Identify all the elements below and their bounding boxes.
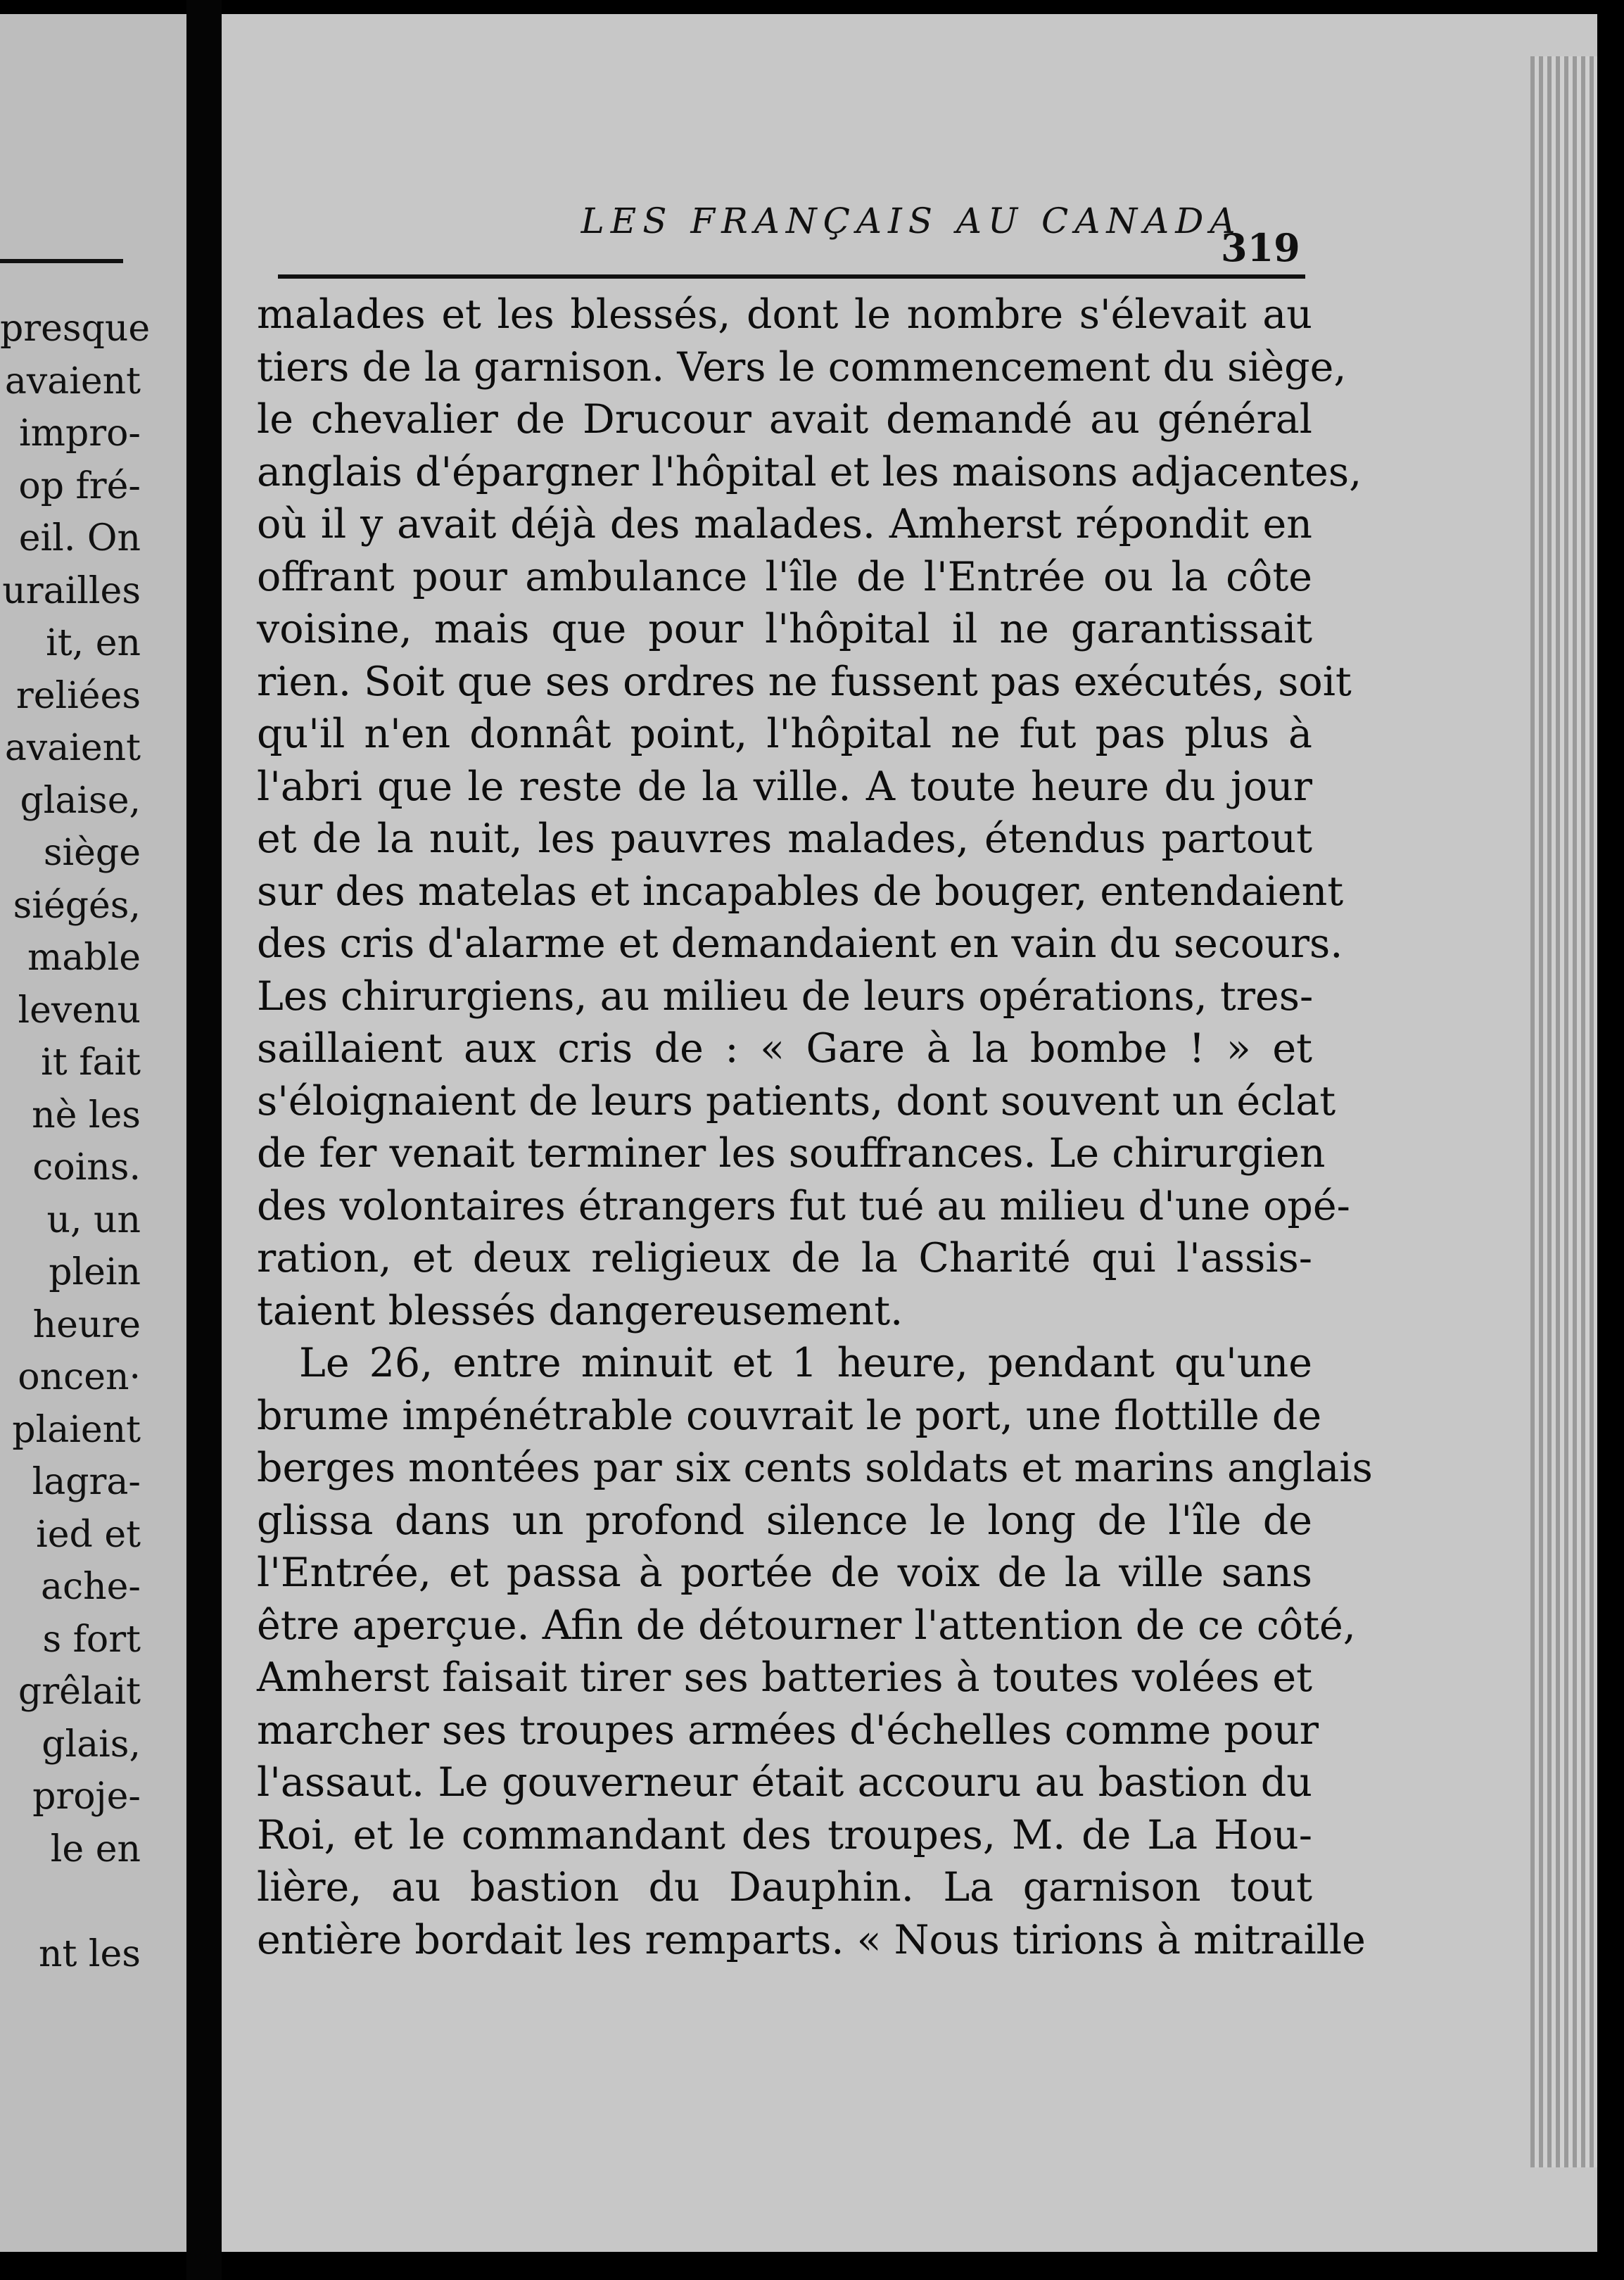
left-line: le en [50,1828,141,1870]
left-line: glaise, [20,779,141,822]
left-line: siégés, [13,884,141,927]
left-line: it, en [46,622,141,664]
left-line: oncen· [18,1356,141,1398]
left-line [0,1875,141,1928]
text-line: le chevalier de Drucour avait demandé au général [257,396,1312,443]
text-line: des cris d'alarme et demandaient en vain du secours. [257,920,1343,967]
left-line: presque [0,308,151,350]
text-line: être aperçue. Afin de détourner l'attention de ce côté, [257,1602,1356,1649]
left-line: avaient [4,360,141,403]
text-line: s'éloignaient de leurs patients, dont souvent un éclat [257,1077,1336,1125]
text-line: des volontaires étrangers fut tué au milieu d'une opé- [257,1182,1350,1229]
left-line: reliées [15,674,141,717]
book-gutter [186,0,222,2280]
header-rule [278,274,1305,279]
left-line: avaient [4,727,141,769]
left-line: ache- [41,1566,141,1608]
right-page [222,14,1597,2252]
text-line: marcher ses troupes armées d'échelles comme pour [257,1706,1319,1754]
left-line: coins. [32,1146,141,1189]
left-line: plaient [12,1408,141,1451]
text-line: entière bordait les remparts. « Nous tirions à mitraille [257,1916,1366,1963]
paragraph-last-line: taient blessés dangereusement. [257,1287,903,1334]
text-line: Les chirurgiens, au milieu de leurs opérations, tres- [257,973,1314,1020]
text-line: voisine, mais que pour l'hôpital il ne garantissait [257,606,1312,652]
left-line: impro- [19,412,141,455]
left-line: u, un [46,1198,141,1241]
left-line: plein [49,1251,141,1293]
text-line: glissa dans un profond silence le long de l'île de [257,1497,1312,1544]
left-line: heure [32,1303,141,1346]
body-text [257,289,1373,1966]
text-line: Roi, et le commandant des troupes, M. de La Hou- [257,1811,1312,1858]
left-line: urailles [2,569,141,612]
text-line: brume impénétrable couvrait le port, une flottille de [257,1392,1322,1439]
left-page-rule [0,259,123,263]
text-line: et de la nuit, les pauvres malades, étendus partout [257,816,1312,862]
text-line: qu'il n'en donnât point, l'hôpital ne fut pas plus à [257,711,1312,757]
text-line: l'Entrée, et passa à portée de voix de la ville sans [257,1550,1312,1596]
text-line: saillaient aux cris de : « Gare à la bombe ! » et [257,1025,1312,1072]
left-line: nè les [32,1094,141,1136]
text-line: sur des matelas et incapables de bouger, entendaient [257,868,1344,915]
left-line: ied et [36,1513,141,1556]
text-line: Amherst faisait tirer ses batteries à toutes volées et [257,1654,1312,1701]
page-edges [1530,56,1597,2167]
left-page [0,14,191,2252]
text-line: de fer venait terminer les souffrances. Le chirurgien [257,1130,1326,1177]
text-line: malades et les blessés, dont le nombre s'élevait au [257,291,1312,338]
paragraph-first-line: Le 26, entre minuit et 1 heure, pendant qu'une [299,1340,1312,1386]
left-line: grêlait [18,1671,141,1713]
page-number: 319 [1221,225,1300,270]
left-line: siège [43,832,141,874]
text-line: berges montées par six cents soldats et marins anglais [257,1445,1373,1491]
left-line: op fré- [18,464,141,507]
left-line: glais, [42,1723,141,1766]
left-line: levenu [18,989,141,1032]
text-line: offrant pour ambulance l'île de l'Entrée ou la côte [257,553,1312,600]
text-line: où il y avait déjà des malades. Amherst répondit en [257,501,1312,547]
left-line: s fort [42,1618,141,1661]
left-line: proje- [32,1775,141,1818]
text-line: l'abri que le reste de la ville. A toute heure du jour [257,763,1312,810]
text-line: tiers de la garnison. Vers le commencement du siège, [257,343,1347,391]
left-page-text [0,303,151,1980]
text-line: l'assaut. Le gouverneur était accouru au bastion du [257,1759,1312,1806]
left-line: mable [27,937,141,979]
left-line: it fait [41,1041,141,1084]
text-line: rien. Soit que ses ordres ne fussent pas exécutés, soit [257,658,1352,705]
text-line: ration, et deux religieux de la Charité qui l'assis- [257,1235,1312,1281]
text-line: anglais d'épargner l'hôpital et les maisons adjacentes, [257,448,1362,495]
left-line: lagra- [32,1461,141,1503]
left-line: nt les [38,1932,141,1975]
running-head: LES FRANÇAIS AU CANADA [581,201,1242,241]
left-line: eil. On [18,517,141,559]
text-line: lière, au bastion du Dauphin. La garnison tout [257,1864,1312,1911]
